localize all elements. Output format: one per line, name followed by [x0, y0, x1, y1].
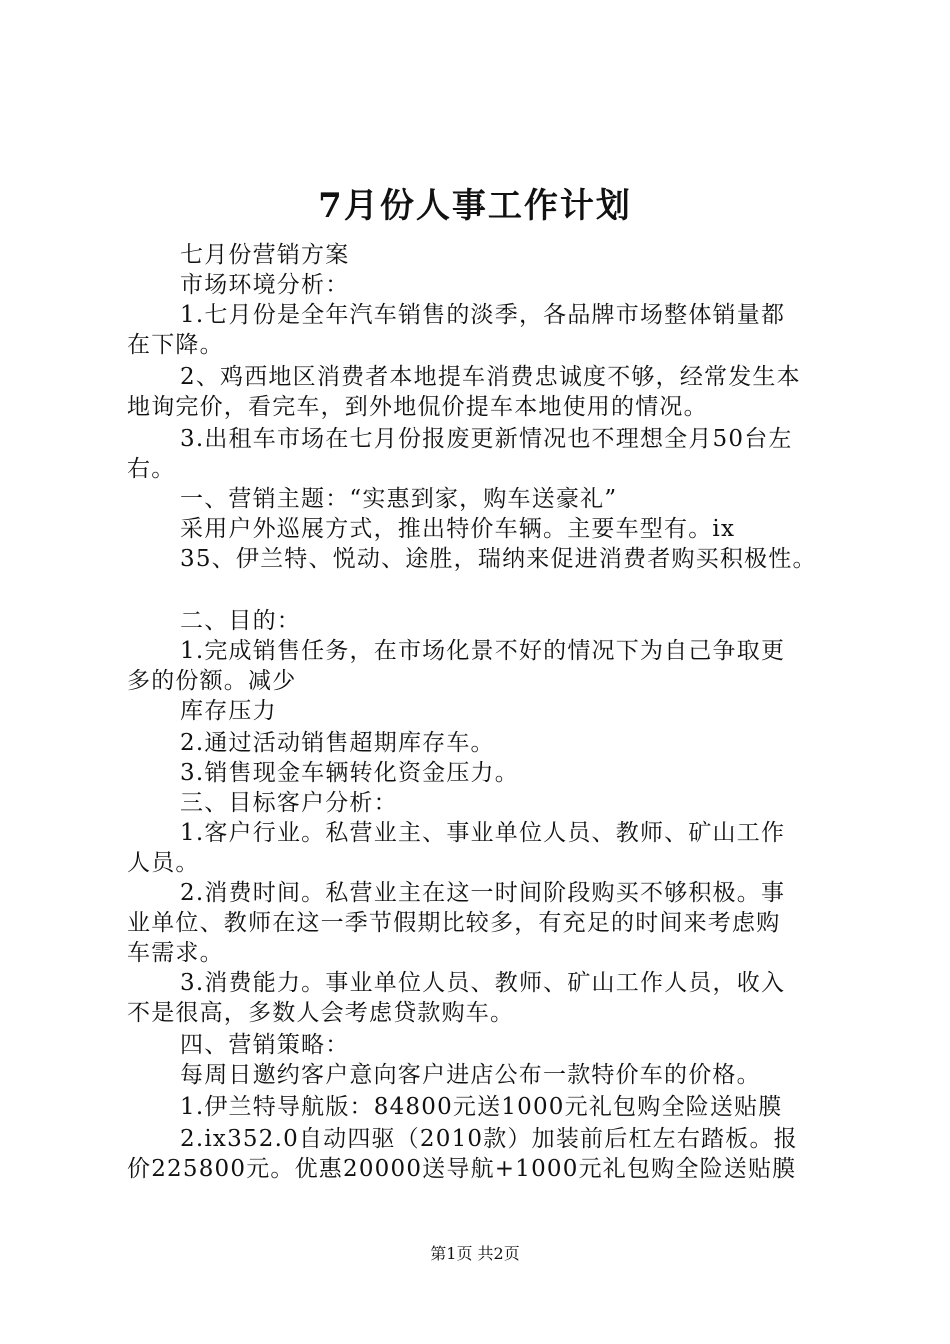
text-line: 多的份额。减少 — [127, 668, 297, 694]
document-title: 7月份人事工作计划 — [318, 186, 632, 226]
text-line: 地询完价，看完车，到外地侃价提车本地使用的情况。 — [127, 394, 708, 420]
text-line: 1.完成销售任务，在市场化景不好的情况下为自己争取更 — [180, 638, 786, 664]
text-line: 不是很高，多数人会考虑贷款购车。 — [127, 1000, 515, 1026]
text-line: 右。 — [127, 456, 176, 482]
text-line: 库存压力 — [180, 698, 277, 724]
text-line: 2.消费时间。私营业主在这一时间阶段购买不够积极。事 — [180, 880, 786, 906]
text-line: 三、目标客户分析： — [180, 790, 398, 816]
text-line: 四、营销策略： — [180, 1032, 350, 1058]
text-line: 人员。 — [127, 850, 200, 876]
text-line: 每周日邀约客户意向客户进店公布一款特价车的价格。 — [180, 1062, 761, 1088]
text-line: 市场环境分析： — [180, 272, 350, 298]
text-line: 3.销售现金车辆转化资金压力。 — [180, 760, 519, 786]
text-line: 一、营销主题：“实惠到家，购车送豪礼” — [180, 486, 618, 512]
text-line: 2、鸡西地区消费者本地提车消费忠诚度不够，经常发生本 — [180, 364, 801, 390]
text-line: 2.通过活动销售超期库存车。 — [180, 730, 495, 756]
text-line: 1.伊兰特导航版：84800元送1000元礼包购全险送贴膜 — [180, 1094, 783, 1120]
text-line: 价225800元。优惠20000送导航+1000元礼包购全险送贴膜 — [127, 1156, 797, 1182]
text-line: 35、伊兰特、悦动、途胜，瑞纳来促进消费者购买积极性。 — [180, 546, 817, 572]
text-line: 3.出租车市场在七月份报废更新情况也不理想全月50台左 — [180, 426, 793, 452]
text-line: 1.七月份是全年汽车销售的淡季，各品牌市场整体销量都 — [180, 302, 786, 328]
text-line: 二、目的： — [180, 608, 301, 634]
text-line: 七月份营销方案 — [180, 242, 350, 268]
text-line: 2.ix352.0自动四驱（2010款）加装前后杠左右踏板。报 — [180, 1126, 798, 1152]
text-line: 采用户外巡展方式，推出特价车辆。主要车型有。ix — [180, 516, 736, 542]
text-line: 3.消费能力。事业单位人员、教师、矿山工作人员，收入 — [180, 970, 786, 996]
text-line: 车需求。 — [127, 940, 224, 966]
text-line: 业单位、教师在这一季节假期比较多，有充足的时间来考虑购 — [127, 910, 781, 936]
text-line: 在下降。 — [127, 332, 224, 358]
page-number: 第1页 共2页 — [430, 1244, 520, 1263]
text-line: 1.客户行业。私营业主、事业单位人员、教师、矿山工作 — [180, 820, 786, 846]
